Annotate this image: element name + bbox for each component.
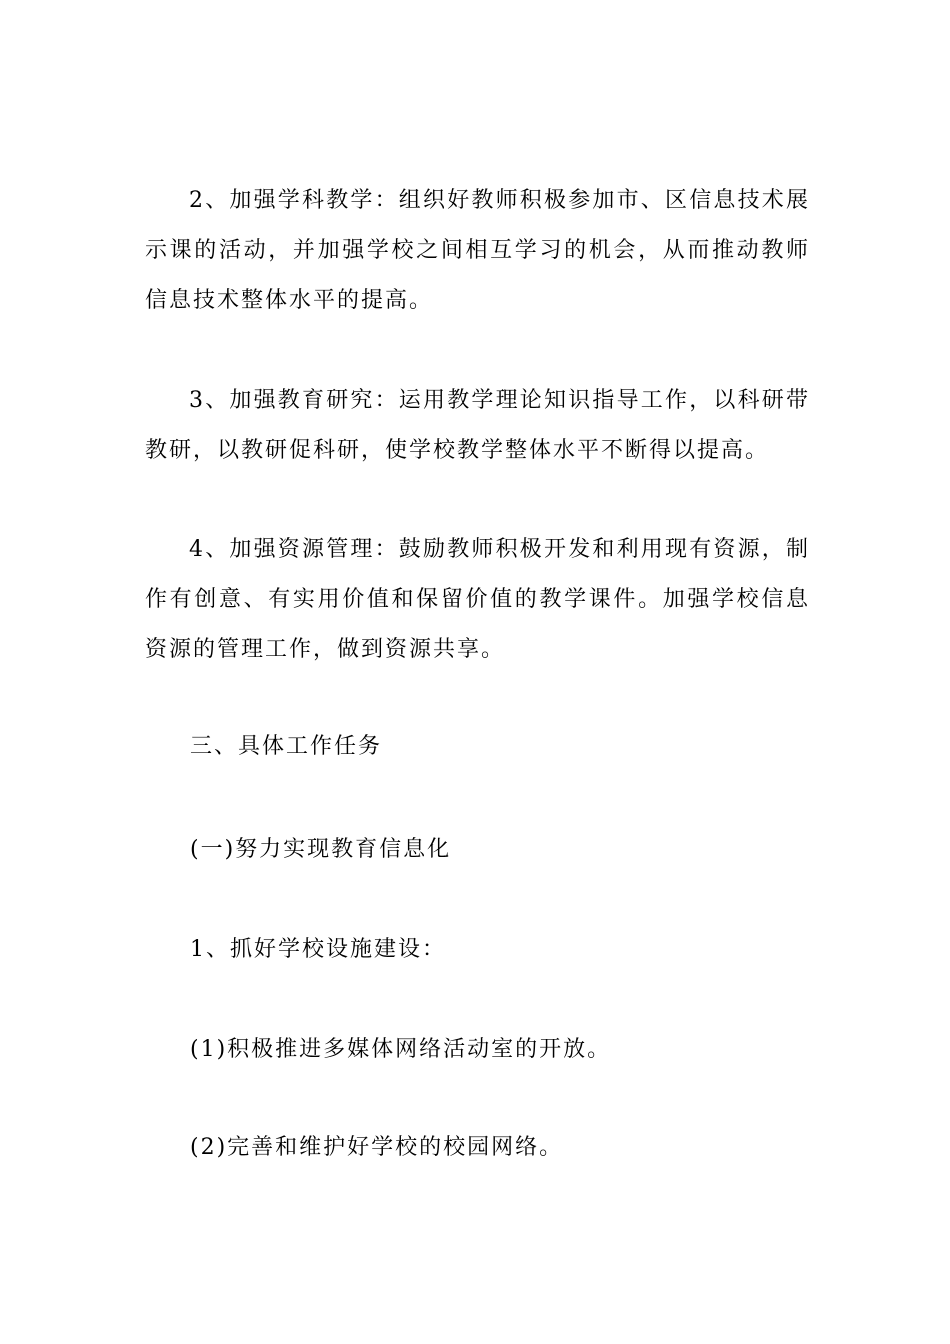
paragraph-subject-teaching: 2、加强学科教学：组织好教师积极参加市、区信息技术展示课的活动，并加强学校之间相互学习的机会，从而推动教师信息技术整体水平的提高。: [145, 188, 810, 313]
sub-item-campus-network: (2)完善和维护好学校的校园网络。: [190, 1135, 564, 1160]
sub-item-multimedia-room: (1)积极推进多媒体网络活动室的开放。: [190, 1037, 612, 1062]
subsection-heading: (一)努力实现教育信息化: [190, 837, 452, 862]
paragraph-resource-management: 4、加强资源管理：鼓励教师积极开发和利用现有资源，制作有创意、有实用价值和保留价值的教学课件。加强学校信息资源的管理工作，做到资源共享。: [145, 537, 810, 662]
item-heading: 1、抓好学校设施建设：: [190, 937, 446, 962]
paragraph-education-research: 3、加强教育研究：运用教学理论知识指导工作，以科研带教研，以教研促科研，使学校教学整体水平不断得以提高。: [145, 388, 810, 463]
section-heading: 三、具体工作任务: [190, 734, 383, 759]
